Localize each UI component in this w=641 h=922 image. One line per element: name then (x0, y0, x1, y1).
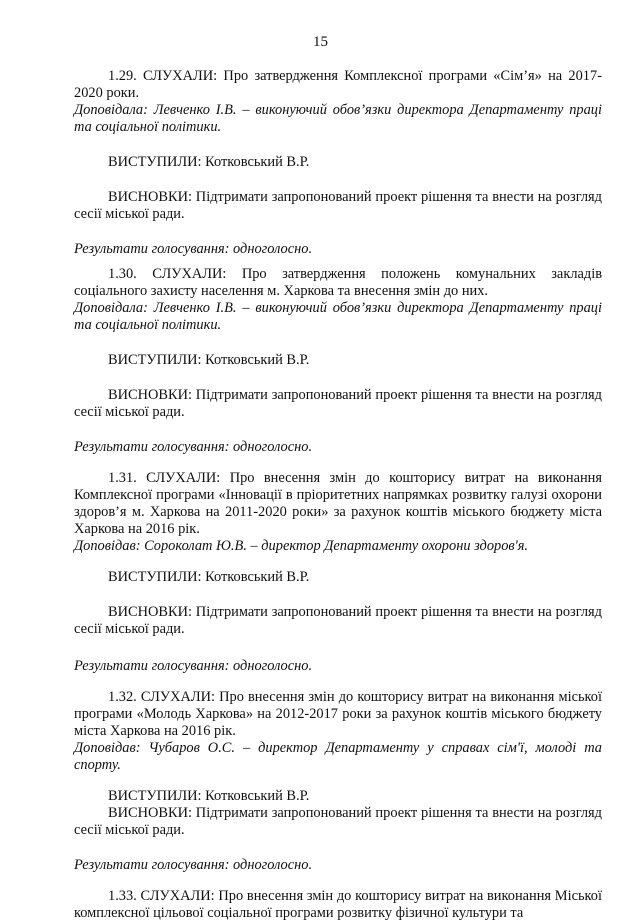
agenda-item-1-30 (74, 266, 602, 456)
conclusions-paragraph: ВИСНОВКИ: Підтримати запропонований проект рішення та внести на розгляд сесії міської ради. (74, 387, 602, 420)
heard-paragraph: 1.31. СЛУХАЛИ: Про внесення змін до кошторису витрат на виконання Комплексної програми «Інновації в пріоритетних напрямках розвитку галузі охорони здоров’я м. Харкова на 2011-2020 роки» за рахунок коштів міського бюджету міста Харкова на 2016 рік. (74, 470, 602, 537)
vote-result: Результати голосування: одноголосно. (74, 658, 313, 674)
speaker-line: Доповідав: Сороколат Ю.В. – директор Департаменту охорони здоров'я. (74, 538, 529, 554)
spoke-line: ВИСТУПИЛИ: Котковський В.Р. (108, 569, 310, 585)
spoke-line: ВИСТУПИЛИ: Котковський В.Р. (108, 788, 310, 804)
conclusions-paragraph: ВИСНОВКИ: Підтримати запропонований проект рішення та внести на розгляд сесії міської ради. (74, 189, 602, 222)
heard-paragraph: 1.30. СЛУХАЛИ: Про затвердження положень комунальних закладів соціального захисту населення м. Харкова та внесення змін до них. (74, 266, 602, 299)
agenda-item-1-32 (74, 689, 602, 874)
vote-result: Результати голосування: одноголосно. (74, 857, 313, 873)
spoke-line: ВИСТУПИЛИ: Котковський В.Р. (108, 154, 310, 170)
conclusions-paragraph: ВИСНОВКИ: Підтримати запропонований проект рішення та внести на розгляд сесії міської ради. (74, 604, 602, 637)
heard-paragraph: 1.29. СЛУХАЛИ: Про затвердження Комплексної програми «Сім’я» на 2017-2020 роки. (74, 68, 602, 101)
vote-result: Результати голосування: одноголосно. (74, 439, 313, 455)
page-number: 15 (313, 34, 328, 50)
agenda-item-1-29 (74, 68, 602, 258)
agenda-item-1-33 (74, 888, 602, 922)
speaker-line: Доповідав: Чубаров О.С. – директор Департаменту у справах сім'ї, молоді та спорту. (74, 740, 602, 773)
spoke-line: ВИСТУПИЛИ: Котковський В.Р. (108, 352, 310, 368)
speaker-line: Доповідала: Левченко І.В. – виконуючий обов’язки директора Департаменту праці та соціальної політики. (74, 102, 602, 135)
vote-result: Результати голосування: одноголосно. (74, 241, 313, 257)
agenda-item-1-31 (74, 470, 602, 675)
heard-paragraph: 1.32. СЛУХАЛИ: Про внесення змін до кошторису витрат на виконання міської програми «Молодь Харкова» на 2012-2017 роки за рахунок коштів міського бюджету міста Харкова на 2016 рік. (74, 689, 602, 739)
conclusions-paragraph: ВИСНОВКИ: Підтримати запропонований проект рішення та внести на розгляд сесії міської ради. (74, 805, 602, 838)
minutes-content (74, 68, 602, 922)
speaker-line: Доповідала: Левченко І.В. – виконуючий обов’язки директора Департаменту праці та соціальної політики. (74, 300, 602, 333)
heard-paragraph: 1.33. СЛУХАЛИ: Про внесення змін до кошторису витрат на виконання Міської комплексної цільової соціальної програми розвитку фізичної культури та (74, 888, 602, 921)
